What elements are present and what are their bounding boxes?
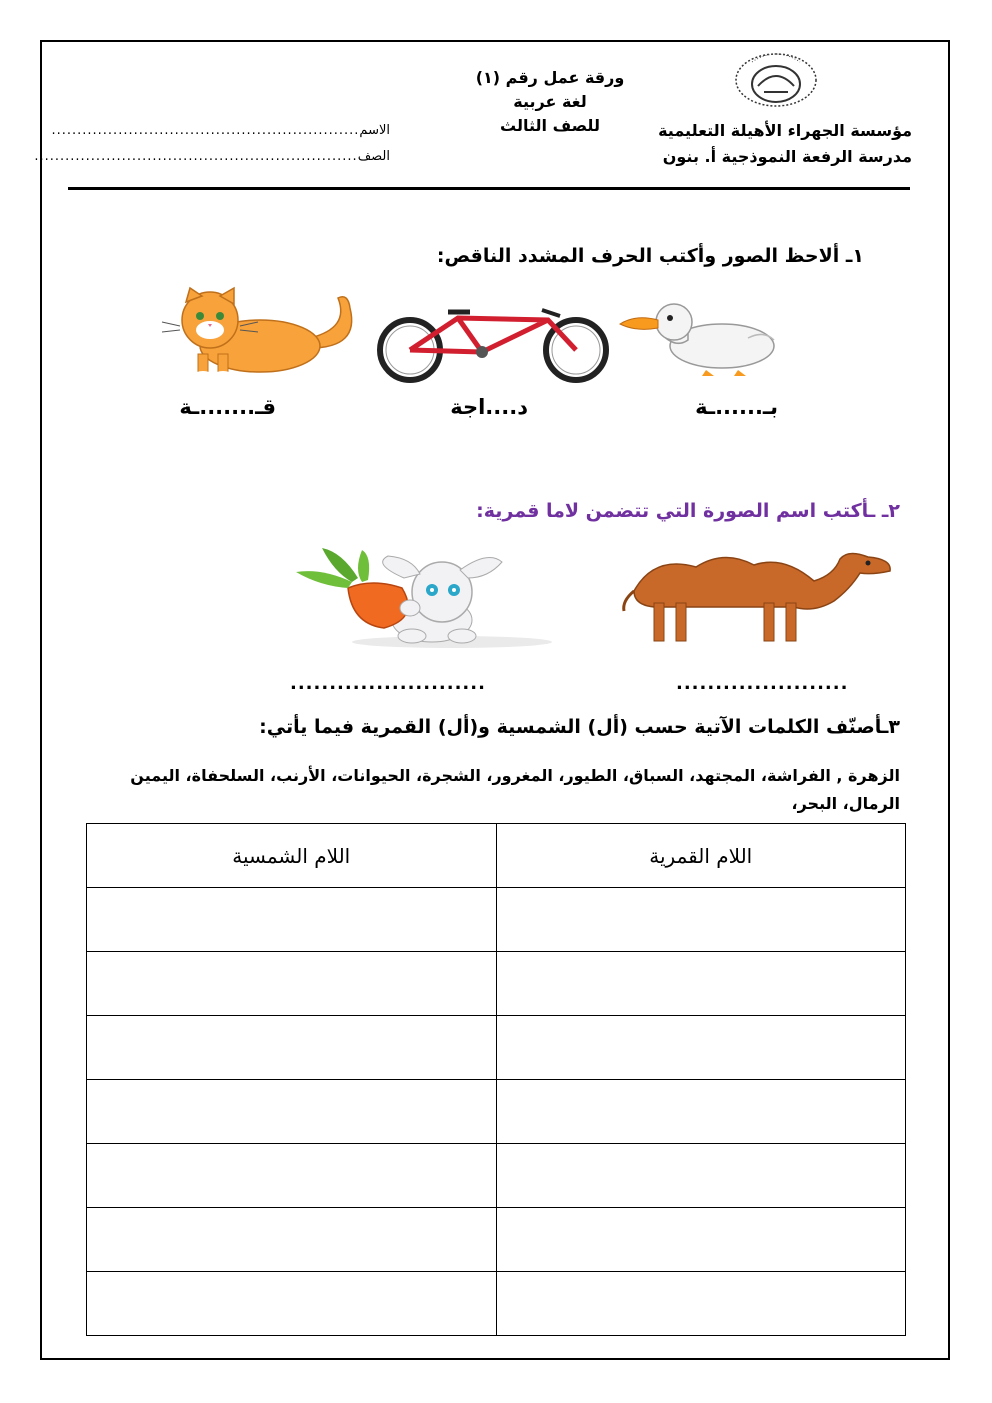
name-field[interactable]: ............................................................ bbox=[51, 123, 360, 138]
q2-answer-line-1[interactable]: ...................... bbox=[676, 673, 849, 694]
table-row bbox=[87, 1016, 906, 1080]
bicycle-image bbox=[372, 310, 618, 380]
table-row bbox=[87, 952, 906, 1016]
rabbit-image bbox=[292, 548, 554, 648]
lunar-cell[interactable] bbox=[496, 1272, 906, 1336]
institution-name: مؤسسة الجهراء الأهيلة التعليمية bbox=[658, 121, 912, 140]
solar-cell[interactable] bbox=[87, 888, 497, 952]
name-row bbox=[51, 118, 390, 144]
grade-name: للصف الثالث bbox=[500, 116, 600, 135]
class-field[interactable]: ............................................................... bbox=[34, 149, 358, 164]
solar-cell[interactable] bbox=[87, 952, 497, 1016]
table-row bbox=[87, 1272, 906, 1336]
lunar-cell[interactable] bbox=[496, 1144, 906, 1208]
lunar-cell[interactable] bbox=[496, 1080, 906, 1144]
class-label: الصف bbox=[357, 149, 390, 164]
column-lunar-lam: اللام القمرية bbox=[496, 824, 906, 888]
header-title-block bbox=[450, 66, 650, 138]
header-divider bbox=[68, 187, 910, 190]
name-label: الاسم bbox=[359, 123, 390, 138]
lunar-cell[interactable] bbox=[496, 952, 906, 1016]
q1-blank-1[interactable]: بـ......ـة bbox=[695, 395, 778, 419]
duck-image bbox=[618, 300, 782, 378]
lunar-cell[interactable] bbox=[496, 1208, 906, 1272]
question-3-prompt: ٣ـأصنّف الكلمات الآتية حسب (أل) الشمسية و(أل) القمرية فيما يأتي: bbox=[259, 716, 900, 738]
lunar-cell[interactable] bbox=[496, 888, 906, 952]
cat-image bbox=[160, 288, 372, 378]
table-row bbox=[87, 1080, 906, 1144]
solar-cell[interactable] bbox=[87, 1016, 497, 1080]
worksheet-number: ورقة عمل رقم (١) bbox=[475, 68, 625, 87]
question-1-prompt: ١ـ ألاحظ الصور وأكتب الحرف المشدد الناقص: bbox=[436, 245, 864, 267]
solar-cell[interactable] bbox=[87, 1080, 497, 1144]
table-row bbox=[87, 888, 906, 952]
table-header-row bbox=[87, 824, 906, 888]
school-logo-seal bbox=[722, 46, 830, 112]
school-name: مدرسة الرفعة النموذجية أ. بنون bbox=[662, 147, 912, 166]
student-info bbox=[34, 118, 390, 170]
q1-blank-2[interactable]: د....اجة bbox=[450, 395, 528, 419]
classification-table bbox=[86, 823, 906, 1336]
q1-blank-3[interactable]: قـ.......ـة bbox=[179, 395, 276, 419]
column-solar-lam: اللام الشمسية bbox=[87, 824, 497, 888]
q2-answer-line-2[interactable]: ......................... bbox=[290, 673, 486, 694]
q3-word-list: الزهرة , الفراشة، المجتهد، السباق، الطيور، المغرور، الشجرة، الحيوانات، الأرنب، السلحفاة، اليمين الرمال، البحر، bbox=[130, 766, 900, 813]
question-2-prompt: ٢ـ ـأكتب اسم الصورة التي تتضمن لاما قمرية: bbox=[476, 500, 900, 522]
subject-name: لغة عربية bbox=[513, 92, 587, 111]
class-row bbox=[34, 144, 390, 170]
lunar-cell[interactable] bbox=[496, 1016, 906, 1080]
solar-cell[interactable] bbox=[87, 1144, 497, 1208]
solar-cell[interactable] bbox=[87, 1208, 497, 1272]
solar-cell[interactable] bbox=[87, 1272, 497, 1336]
camel-image bbox=[614, 545, 896, 645]
table-row bbox=[87, 1208, 906, 1272]
table-row bbox=[87, 1144, 906, 1208]
